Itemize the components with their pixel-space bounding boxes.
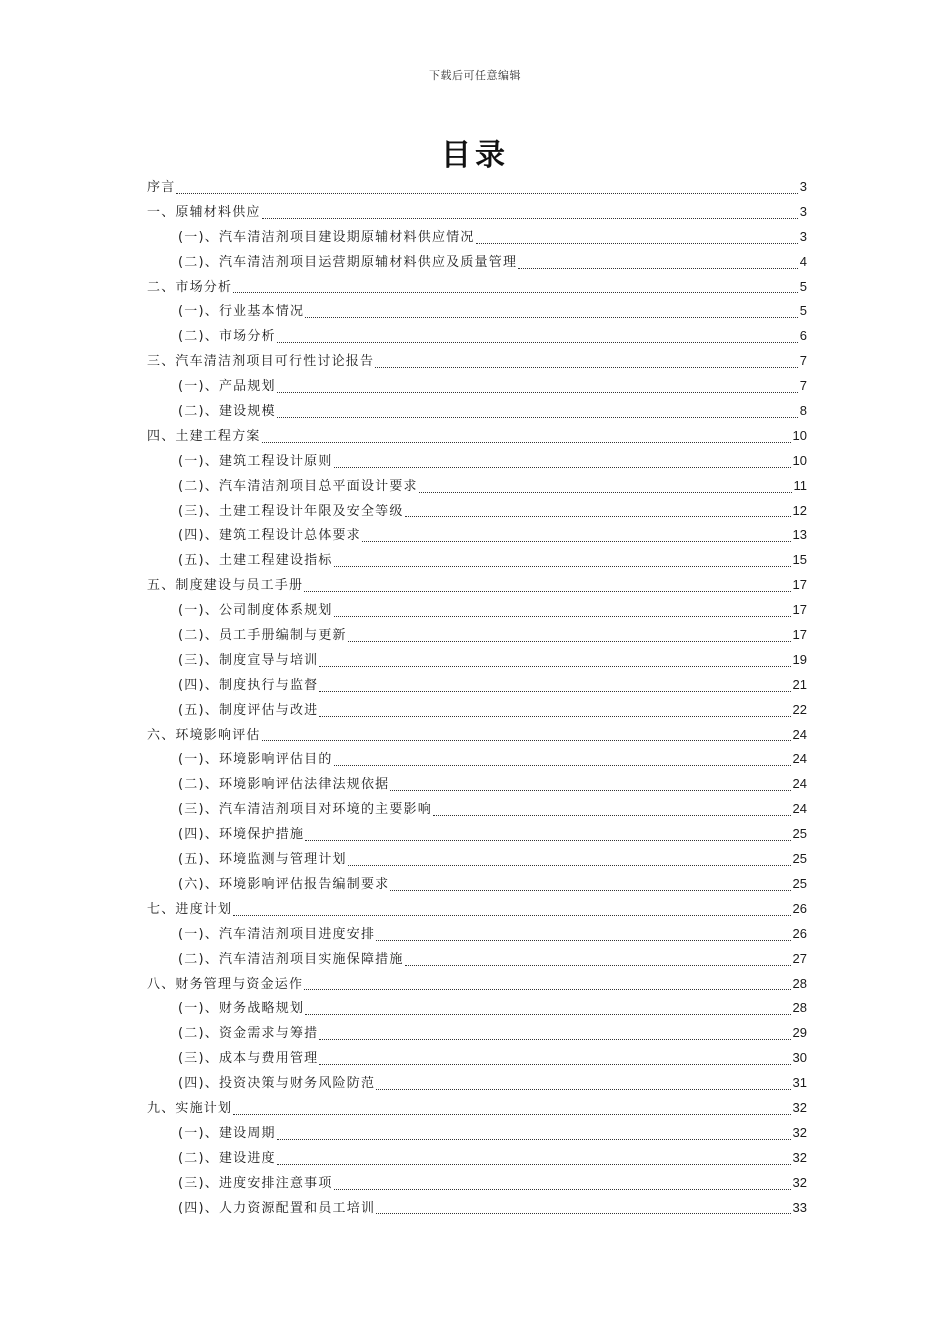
toc-entry-page: 7 [799, 353, 807, 369]
toc-entry-label: (五)、环境监测与管理计划 [178, 852, 347, 868]
toc-entry-label: (二)、市场分析 [178, 329, 276, 345]
toc-entry-page: 25 [792, 851, 807, 867]
toc-entry-page: 10 [792, 427, 807, 443]
toc-subentry[interactable] [147, 374, 807, 399]
toc-entry-page: 6 [799, 328, 807, 344]
toc-dot-leader [390, 789, 790, 791]
toc-subentry[interactable] [147, 922, 807, 947]
toc-entry-label: (一)、环境影响评估目的 [178, 752, 333, 768]
toc-subentry[interactable] [147, 772, 807, 797]
toc-dot-leader [362, 540, 791, 542]
toc-entry-label: 六、环境影响评估 [147, 727, 261, 743]
toc-entry-label: (二)、建设进度 [178, 1150, 276, 1166]
toc-entry-label: (一)、建设周期 [178, 1125, 276, 1141]
toc-entry-page: 22 [792, 701, 807, 717]
toc-entry-label: (三)、进度安排注意事项 [178, 1175, 333, 1191]
toc-dot-leader [262, 217, 798, 219]
toc-entry-label: (一)、产品规划 [178, 379, 276, 395]
toc-entry-page: 24 [792, 776, 807, 792]
toc-entry-label: (四)、投资决策与财务风险防范 [178, 1076, 376, 1092]
toc-entry-label: 四、土建工程方案 [147, 428, 261, 444]
toc-subentry[interactable] [147, 747, 807, 772]
toc-subentry[interactable] [147, 324, 807, 349]
toc-entry[interactable] [147, 972, 807, 997]
toc-dot-leader [375, 366, 798, 368]
toc-subentry[interactable] [147, 1046, 807, 1071]
toc-dot-leader [277, 391, 798, 393]
toc-dot-leader [419, 491, 792, 493]
toc-dot-leader [305, 839, 790, 841]
toc-entry-label: (四)、环境保护措施 [178, 827, 305, 843]
toc-entry-page: 32 [792, 1149, 807, 1165]
toc-entry[interactable] [147, 1096, 807, 1121]
toc-dot-leader [233, 914, 790, 916]
toc-entry-page: 5 [799, 303, 807, 319]
toc-entry-page: 17 [792, 627, 807, 643]
toc-subentry[interactable] [147, 299, 807, 324]
toc-entry-page: 10 [792, 452, 807, 468]
toc-entry-label: 一、原辅材料供应 [147, 204, 261, 220]
toc-entry-label: (一)、建筑工程设计原则 [178, 453, 333, 469]
toc-entry-label: 九、实施计划 [147, 1100, 233, 1116]
toc-entry-page: 3 [799, 228, 807, 244]
toc-entry-page: 25 [792, 826, 807, 842]
toc-dot-leader [390, 889, 790, 891]
toc-dot-leader [334, 466, 791, 468]
toc-entry-page: 32 [792, 1124, 807, 1140]
toc-entry-page: 32 [792, 1174, 807, 1190]
toc-dot-leader [376, 939, 790, 941]
toc-entry-page: 28 [792, 975, 807, 991]
toc-entry[interactable] [147, 175, 807, 200]
toc-entry-label: (四)、建筑工程设计总体要求 [178, 528, 361, 544]
toc-dot-leader [176, 192, 797, 194]
toc-subentry[interactable] [147, 499, 807, 524]
toc-dot-leader [319, 1038, 790, 1040]
toc-entry-page: 31 [792, 1075, 807, 1091]
toc-dot-leader [305, 316, 798, 318]
toc-dot-leader [262, 441, 791, 443]
toc-dot-leader [334, 565, 791, 567]
toc-dot-leader [262, 739, 791, 741]
toc-dot-leader [334, 615, 791, 617]
toc-subentry[interactable] [147, 947, 807, 972]
toc-entry-page: 21 [792, 676, 807, 692]
toc-entry-label: (二)、资金需求与筹措 [178, 1026, 319, 1042]
toc-subentry[interactable] [147, 250, 807, 275]
toc-dot-leader [348, 864, 791, 866]
toc-entry-label: (二)、汽车清洁剂项目总平面设计要求 [178, 478, 418, 494]
toc-subentry[interactable] [147, 1146, 807, 1171]
toc-entry-page: 3 [799, 203, 807, 219]
toc-entry-page: 27 [792, 950, 807, 966]
toc-entry-label: 七、进度计划 [147, 901, 233, 917]
toc-dot-leader [233, 291, 798, 293]
toc-entry-label: 五、制度建设与员工手册 [147, 578, 304, 594]
toc-subentry[interactable] [147, 449, 807, 474]
toc-dot-leader [405, 515, 791, 517]
toc-subentry[interactable] [147, 1071, 807, 1096]
toc-entry[interactable] [147, 897, 807, 922]
toc-entry-label: (二)、员工手册编制与更新 [178, 628, 347, 644]
toc-dot-leader [277, 416, 798, 418]
toc-entry-page: 15 [792, 552, 807, 568]
toc-entry-page: 29 [792, 1025, 807, 1041]
toc-entry-label: (六)、环境影响评估报告编制要求 [178, 876, 390, 892]
toc-entry-page: 24 [792, 726, 807, 742]
toc-entry[interactable] [147, 424, 807, 449]
toc-dot-leader [277, 1138, 791, 1140]
toc-list [147, 175, 807, 1220]
toc-entry[interactable] [147, 573, 807, 598]
toc-subentry[interactable] [147, 225, 807, 250]
toc-subentry[interactable] [147, 399, 807, 424]
toc-subentry[interactable] [147, 698, 807, 723]
toc-entry-label: 序言 [147, 180, 176, 195]
toc-entry-label: (二)、汽车清洁剂项目实施保障措施 [178, 951, 404, 967]
toc-dot-leader [304, 590, 790, 592]
toc-entry-page: 26 [792, 900, 807, 916]
toc-entry-page: 4 [799, 253, 807, 269]
toc-entry-label: (三)、成本与费用管理 [178, 1051, 319, 1067]
toc-subentry[interactable] [147, 648, 807, 673]
toc-entry-label: (五)、制度评估与改进 [178, 702, 319, 718]
toc-subentry[interactable] [147, 474, 807, 499]
toc-entry-label: (二)、汽车清洁剂项目运营期原辅材料供应及质量管理 [178, 254, 518, 270]
toc-entry-label: (二)、建设规模 [178, 404, 276, 420]
toc-entry-label: (四)、人力资源配置和员工培训 [178, 1200, 376, 1216]
toc-entry-label: (一)、财务战略规划 [178, 1001, 305, 1017]
toc-entry[interactable] [147, 349, 807, 374]
toc-entry[interactable] [147, 723, 807, 748]
toc-entry-page: 13 [792, 527, 807, 543]
toc-entry-label: (一)、汽车清洁剂项目建设期原辅材料供应情况 [178, 229, 475, 245]
toc-dot-leader [233, 1113, 790, 1115]
toc-entry-page: 28 [792, 1000, 807, 1016]
toc-entry-label: 二、市场分析 [147, 279, 233, 295]
toc-dot-leader [348, 640, 791, 642]
toc-entry-label: (三)、汽车清洁剂项目对环境的主要影响 [178, 802, 432, 818]
toc-entry-page: 33 [792, 1199, 807, 1215]
toc-dot-leader [376, 1212, 790, 1214]
toc-dot-leader [334, 1188, 791, 1190]
toc-entry-page: 17 [792, 602, 807, 618]
toc-entry-page: 32 [792, 1099, 807, 1115]
toc-entry-page: 12 [792, 502, 807, 518]
toc-subentry[interactable] [147, 598, 807, 623]
toc-dot-leader [304, 988, 790, 990]
toc-entry-page: 5 [799, 278, 807, 294]
toc-entry-page: 24 [792, 801, 807, 817]
toc-entry-label: (一)、汽车清洁剂项目进度安排 [178, 926, 376, 942]
toc-subentry[interactable] [147, 797, 807, 822]
toc-entry-label: (一)、行业基本情况 [178, 304, 305, 320]
toc-entry[interactable] [147, 275, 807, 300]
toc-dot-leader [277, 341, 798, 343]
toc-dot-leader [319, 715, 790, 717]
toc-subentry[interactable] [147, 1121, 807, 1146]
toc-dot-leader [319, 665, 790, 667]
toc-dot-leader [319, 1063, 790, 1065]
toc-dot-leader [319, 690, 790, 692]
toc-subentry[interactable] [147, 673, 807, 698]
header-note: 下载后可任意编辑 [429, 69, 521, 82]
toc-dot-leader [277, 1163, 791, 1165]
toc-entry-page: 8 [799, 403, 807, 419]
toc-subentry[interactable] [147, 847, 807, 872]
toc-entry-label: (四)、制度执行与监督 [178, 677, 319, 693]
toc-dot-leader [405, 964, 791, 966]
toc-entry-page: 17 [792, 577, 807, 593]
toc-subentry[interactable] [147, 1196, 807, 1221]
toc-entry-label: 八、财务管理与资金运作 [147, 976, 304, 992]
toc-subentry[interactable] [147, 1021, 807, 1046]
toc-entry-label: (三)、制度宣导与培训 [178, 652, 319, 668]
toc-entry-page: 25 [792, 875, 807, 891]
toc-subentry[interactable] [147, 623, 807, 648]
toc-subentry[interactable] [147, 822, 807, 847]
toc-entry-page: 7 [799, 378, 807, 394]
toc-entry-label: (五)、土建工程建设指标 [178, 553, 333, 569]
toc-subentry[interactable] [147, 523, 807, 548]
toc-entry[interactable] [147, 200, 807, 225]
toc-entry-label: (一)、公司制度体系规划 [178, 603, 333, 619]
toc-dot-leader [376, 1088, 790, 1090]
toc-entry-page: 30 [792, 1050, 807, 1066]
toc-subentry[interactable] [147, 1171, 807, 1196]
toc-dot-leader [518, 267, 798, 269]
toc-entry-page: 19 [792, 651, 807, 667]
toc-dot-leader [334, 764, 791, 766]
toc-entry-label: (二)、环境影响评估法律法规依据 [178, 777, 390, 793]
toc-entry-page: 3 [799, 179, 807, 194]
toc-entry-page: 26 [792, 925, 807, 941]
toc-entry-page: 11 [793, 477, 807, 493]
toc-subentry[interactable] [147, 996, 807, 1021]
toc-subentry[interactable] [147, 872, 807, 897]
toc-entry-page: 24 [792, 751, 807, 767]
toc-title: 目录 [441, 138, 509, 173]
toc-entry-label: 三、汽车清洁剂项目可行性讨论报告 [147, 354, 375, 370]
toc-subentry[interactable] [147, 548, 807, 573]
toc-dot-leader [476, 242, 798, 244]
toc-dot-leader [305, 1013, 790, 1015]
toc-entry-label: (三)、土建工程设计年限及安全等级 [178, 503, 404, 519]
toc-dot-leader [433, 814, 791, 816]
